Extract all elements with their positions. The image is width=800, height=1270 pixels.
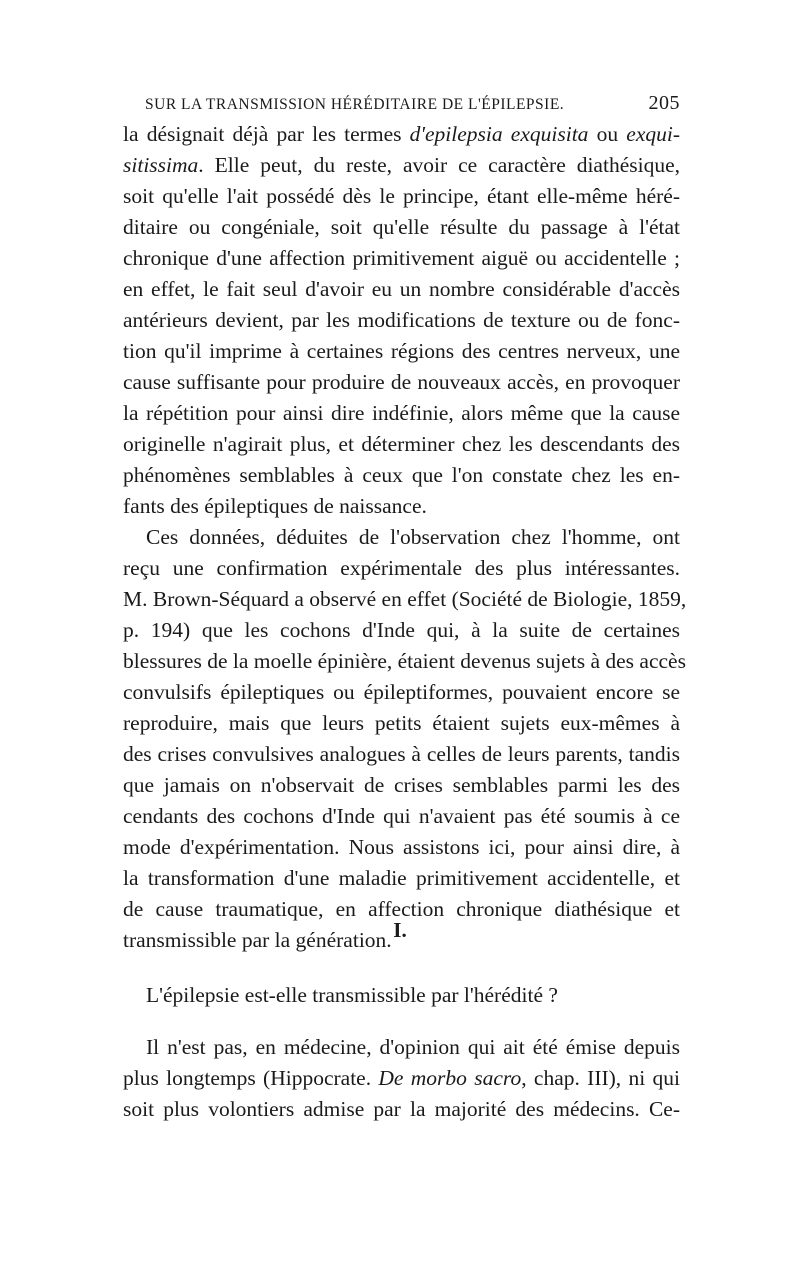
text-line: M. Brown-Séquard a observé en effet (Société de Biologie, 1859, <box>123 587 687 611</box>
text-line: fants des épileptiques de naissance. <box>123 494 427 518</box>
running-head-title: SUR LA TRANSMISSION HÉRÉDITAIRE DE L'ÉPILEPSIE. <box>145 96 565 113</box>
paragraph-3 <box>123 980 680 1011</box>
text-line: convulsifs épileptiques ou épileptiformes, pouvaient encore se <box>123 680 680 704</box>
text-line: p. 194) que les cochons d'Inde qui, à la suite de certaines <box>123 618 680 642</box>
text-line: ditaire ou congéniale, soit qu'elle résulte du passage à l'état <box>123 215 680 239</box>
text-line: chronique d'une affection primitivement aiguë ou accidentelle ; <box>123 246 680 270</box>
text-line: tion qu'il imprime à certaines régions des centres nerveux, une <box>123 339 680 363</box>
text-line: transmissible par la génération. <box>123 928 392 952</box>
italic-term: d'epilepsia exquisita <box>409 122 589 146</box>
page-number: 205 <box>648 92 680 114</box>
body-text <box>123 119 687 956</box>
text-line: reçu une confirmation expérimentale des plus intéressantes. <box>123 556 680 580</box>
text-run: . Elle peut, du reste, avoir ce caractère diathésique, <box>198 153 680 177</box>
text-line: antérieurs devient, par les modifications de texture ou de fonc- <box>123 308 680 332</box>
text-line: Ces données, déduites de l'observation chez l'homme, ont <box>146 525 680 549</box>
italic-term: De morbo sacro <box>378 1066 522 1090</box>
running-head <box>145 92 680 115</box>
text-line <box>123 1063 680 1094</box>
text-line: que jamais on n'observait de crises semblables parmi les des <box>123 773 680 797</box>
italic-term: sitissima <box>123 153 199 177</box>
text-line: la transformation d'une maladie primitivement accidentelle, et <box>123 866 680 890</box>
text-line: Il n'est pas, en médecine, d'opinion qui ait été émise depuis <box>146 1035 680 1059</box>
text-line <box>123 150 680 181</box>
text-line: soit plus volontiers admise par la majorité des médecins. Ce- <box>123 1097 680 1121</box>
text-line: L'épilepsie est-elle transmissible par l'hérédité ? <box>146 982 558 1007</box>
paragraph-2 <box>123 522 687 956</box>
text-line: la répétition pour ainsi dire indéfinie, alors même que la cause <box>123 401 680 425</box>
text-run: la désignait déjà par les termes <box>123 122 410 146</box>
text-line: blessures de la moelle épinière, étaient devenus sujets à des accès <box>123 649 686 673</box>
text-line: des crises convulsives analogues à celles de leurs parents, tandis <box>123 742 680 766</box>
text-line: reproduire, mais que leurs petits étaient sujets eux-mêmes à <box>123 711 680 735</box>
text-line: en effet, le fait seul d'avoir eu un nombre considérable d'accès <box>123 277 680 301</box>
text-line: cause suffisante pour produire de nouveaux accès, en provoquer <box>123 370 680 394</box>
text-line: cendants des cochons d'Inde qui n'avaient pas été soumis à ce <box>123 804 680 828</box>
paragraph-1 <box>123 119 680 522</box>
text-run: , chap. III), ni qui <box>521 1066 681 1090</box>
text-line: originelle n'agirait plus, et déterminer chez les descendants des <box>123 432 680 456</box>
text-line <box>123 119 680 150</box>
text-run: ou <box>588 122 627 146</box>
section-heading: I. <box>393 918 407 942</box>
text-line: soit qu'elle l'ait possédé dès le principe, étant elle-même héré- <box>123 184 680 208</box>
text-line: mode d'expérimentation. Nous assistons ici, pour ainsi dire, à <box>123 835 680 859</box>
body-text-continued <box>123 958 680 1147</box>
italic-term: exqui- <box>626 122 681 146</box>
paragraph-4 <box>123 1032 680 1125</box>
text-line: de cause traumatique, en affection chronique diathésique et <box>123 897 680 921</box>
text-line: phénomènes semblables à ceux que l'on constate chez les en- <box>123 463 680 487</box>
text-run: plus longtemps (Hippocrate. <box>123 1066 379 1090</box>
